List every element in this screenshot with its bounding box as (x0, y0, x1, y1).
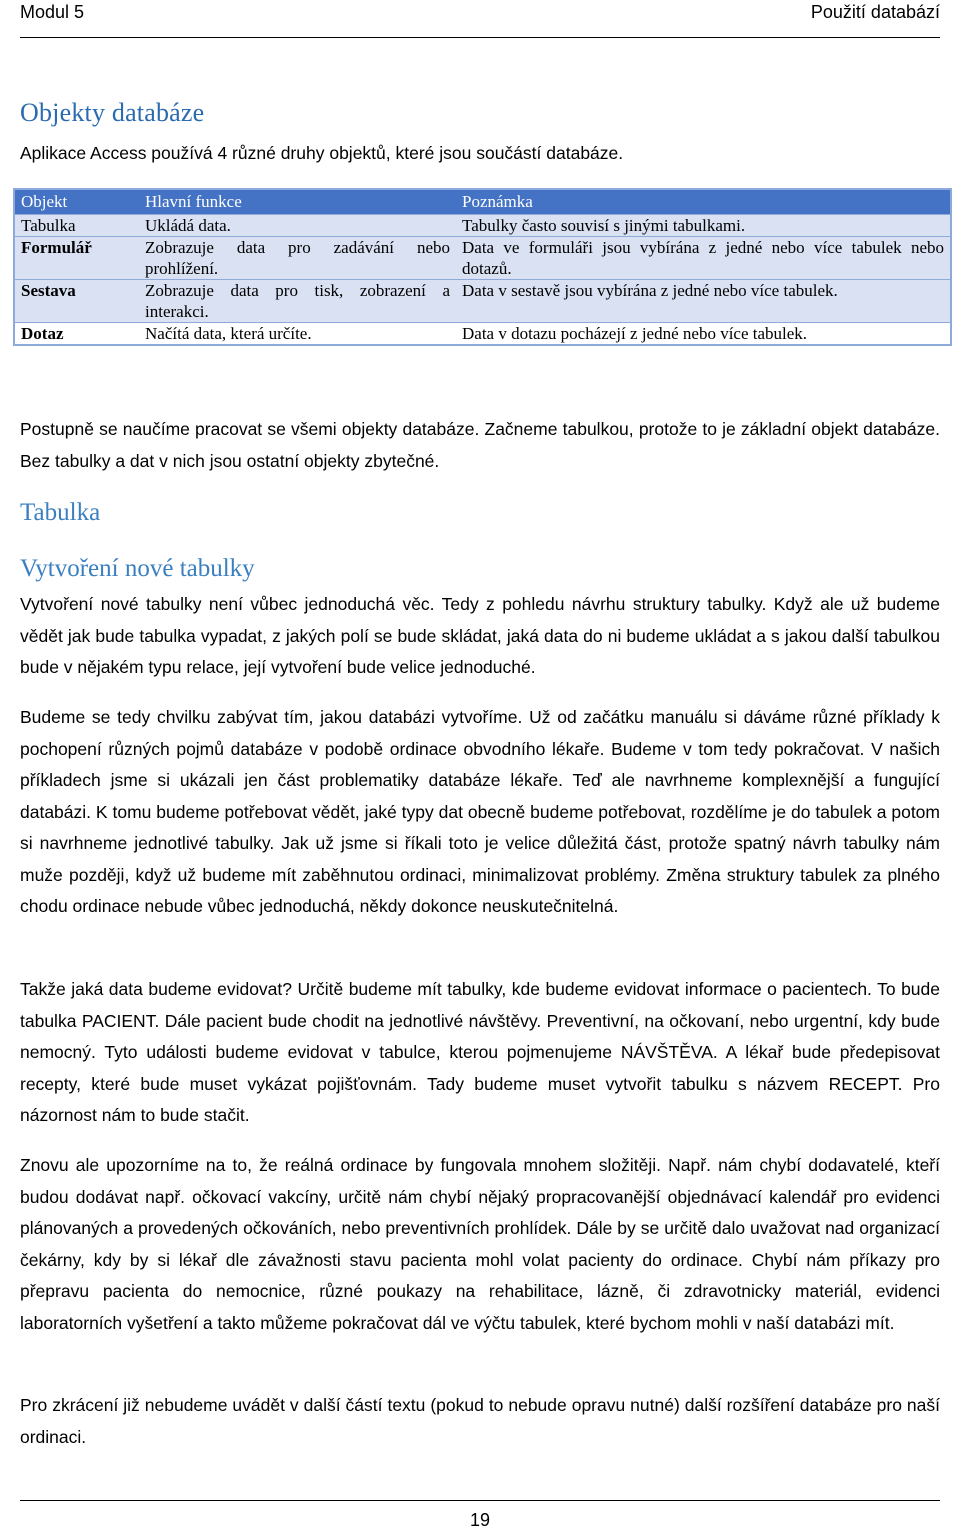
cell-poznamka: Data ve formuláři jsou vybírána z jedné nebo více tabulek nebo dotazů. (456, 237, 951, 280)
objects-table (13, 188, 952, 346)
cell-objekt: Sestava (14, 280, 139, 323)
paragraph-1: Vytvoření nové tabulky není vůbec jednoduchá věc. Tedy z pohledu návrhu struktury tabulky. Když ale už budeme vědět jak bude tabulka vypadat, z jakých polí se bude skládat, jaká data do ni budeme ukládat a s jakou další tabulkou bude v nějakém typu relace, její vytvoření bude velice jednoduché. (20, 594, 940, 677)
col-header-objekt: Objekt (14, 189, 139, 215)
paragraph-intro2: Postupně se naučíme pracovat se všemi objekty databáze. Začneme tabulkou, protože to je základní objekt databáze. Bez tabulky a dat v nich jsou ostatní objekty zbytečné. (20, 419, 940, 471)
cell-poznamka: Data v sestavě jsou vybírána z jedné nebo více tabulek. (456, 280, 951, 323)
col-header-poznamka: Poznámka (456, 189, 951, 215)
intro-text: Aplikace Access používá 4 různé druhy objektů, které jsou součástí databáze. (20, 143, 624, 163)
cell-objekt: Formulář (14, 237, 139, 280)
page-footer (20, 1500, 940, 1532)
cell-poznamka: Tabulky často souvisí s jinými tabulkami. (456, 215, 951, 237)
cell-funkce: Zobrazuje data pro tisk, zobrazení a interakci. (139, 280, 456, 323)
table-row (14, 215, 951, 237)
cell-funkce: Ukládá data. (139, 215, 456, 237)
page-number: 19 (469, 1510, 491, 1530)
cell-objekt: Tabulka (14, 215, 139, 237)
paragraph-3: Takže jaká data budeme evidovat? Určitě budeme mít tabulky, kde budeme evidovat informace o pacientech. To bude tabulka PACIENT. Dále pacient bude chodit na jednotlivé návštěvy. Preventivní, na očkovaní, nebo urgentní, kdy bude nemocný. Tyto události budeme evidovat v tabulce, kterou pojmenujeme NÁVŠTĚVA. A lékař bude předepisovat recepty, které bude muset vykázat pojišťovnám. Tady budeme muset vytvořit tabulku s názvem RECEPT. Pro názornost nám to bude stačit. (20, 979, 940, 1125)
cell-funkce: Zobrazuje data pro zadávání nebo prohlížení. (139, 237, 456, 280)
paragraph-2: Budeme se tedy chvilku zabývat tím, jakou databázi vytvoříme. Už od začátku manuálu si dáváme různé příklady k pochopení různých pojmů databáze v podobě ordinace obvodního lékaře. Budeme v tom tedy pokračovat. V našich příkladech jsme si ukázali jen část problematiky databáze lékaře. Teď ale navrhneme komplexnější a fungující databázi. K tomu budeme potřebovat vědět, jaké typy dat obecně budeme potřebovat, rozdělíme je do tabulek a potom si navrhneme jednotlivé tabulky. Jak už jsme si říkali toto je velice důležitá část, protože spatný návrh tabulky nám muže později, když už budeme mít zaběhnutou ordinaci, minimalizovat problémy. Změna struktury tabulek za plného chodu ordinace nebude vůbec jednoduchá, někdy dokonce neuskutečnitelná. (20, 707, 940, 916)
header-rule (20, 37, 940, 38)
paragraph-5: Pro zkrácení již nebudeme uvádět v další částí textu (pokud to nebude opravu nutné) další rozšíření databáze pro naší ordinaci. (20, 1395, 940, 1447)
section-title: Objekty databáze (20, 98, 205, 127)
heading-tabulka: Tabulka (20, 499, 101, 526)
heading-vytvoreni: Vytvoření nové tabulky (20, 555, 255, 582)
col-header-funkce: Hlavní funkce (139, 189, 456, 215)
header-module: Modul 5 (20, 2, 85, 22)
table-row (14, 280, 951, 323)
cell-funkce: Načítá data, která určíte. (139, 323, 456, 346)
cell-objekt: Dotaz (14, 323, 139, 346)
paragraph-4: Znovu ale upozorníme na to, že reálná ordinace by fungovala mnohem složitěji. Např. nám chybí dodavatelé, kteří budou dodávat např. očkovací vakcíny, určitě nám chybí nějaký propracovanější objednávací kalendář pro evidenci plánovaných a provedených očkováních, nebo preventivních prohlídek. Dále by se určitě dalo uvažovat nad organizací čekárny, kdy by si lékař dle závažnosti stavu pacienta mohl volat pacienty do ordinace. Chybí nám příkazy pro přepravu pacienta do nemocnice, různé poukazy na rehabilitace, lázně, či zdravotnicky materiál, evidenci laboratorních vyšetření a takto můžeme pokračovat dál ve výčtu tabulek, které bychom mohli v naší databázi mít. (20, 1155, 940, 1333)
cell-poznamka: Data v dotazu pocházejí z jedné nebo více tabulek. (456, 323, 951, 346)
table-row (14, 237, 951, 280)
table-header-row (14, 189, 951, 215)
table-row (14, 323, 951, 346)
footer-rule (20, 1500, 940, 1501)
page-header (20, 0, 940, 38)
header-chapter: Použití databází (810, 2, 940, 22)
